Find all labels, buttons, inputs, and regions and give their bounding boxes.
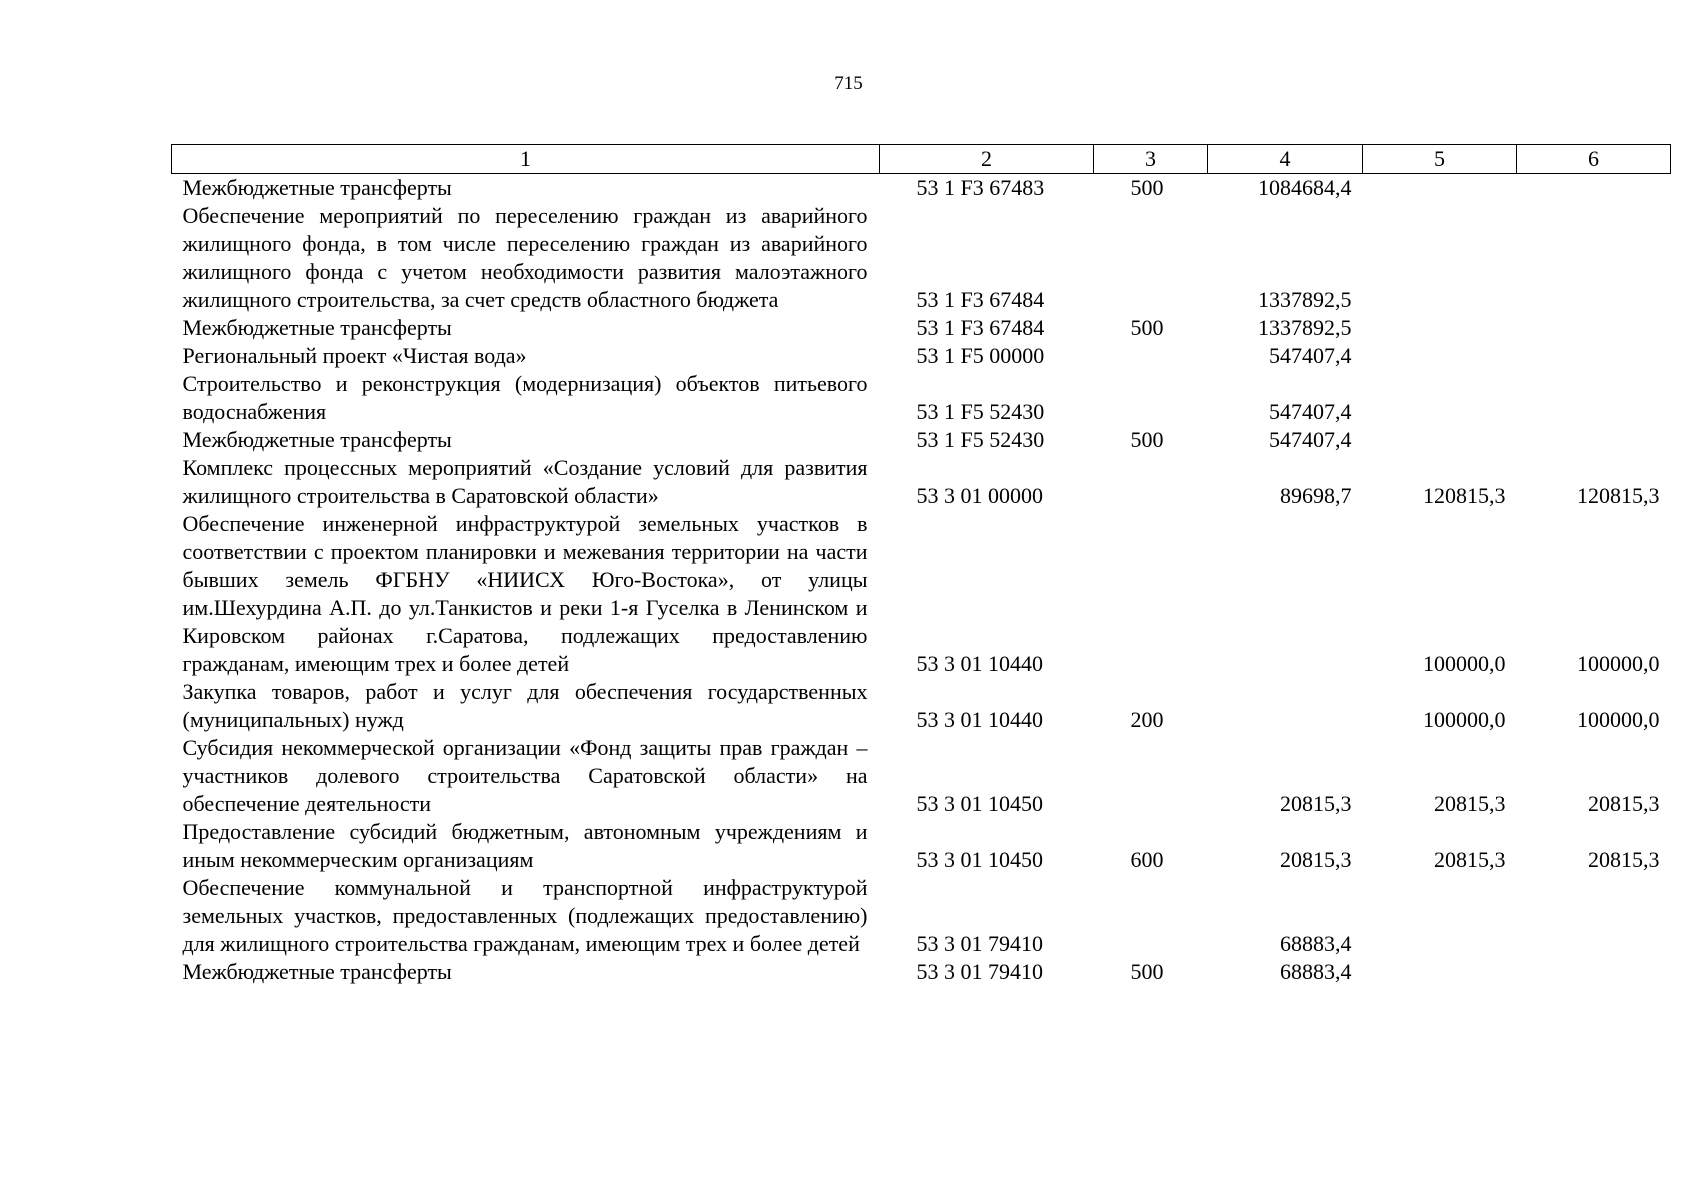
table-row xyxy=(172,314,1671,342)
row-name: Обеспечение инженерной инфраструктурой земельных участков в соответствии с проектом планировки и межевания территории на части бывших земель ФГБНУ «НИИСХ Юго-Востока», от улицы им.Шехурдина А.П. до ул.Танкистов и реки 1-я Гуселка в Ленинском и Кировском районах г.Саратова, подлежащих предоставлению гражданам, имеющим трех и более детей xyxy=(182,511,868,676)
row-code: 53 1 F5 52430 xyxy=(916,427,1045,452)
row-value-4: 547407,4 xyxy=(1269,427,1352,452)
row-name: Субсидия некоммерческой организации «Фонд защиты прав граждан – участников долевого строительства Саратовской области» на обеспечение деятельности xyxy=(182,735,868,816)
row-expense-type: 500 xyxy=(1130,315,1164,340)
row-value-4 xyxy=(1208,678,1363,734)
row-code: 53 1 F5 52430 xyxy=(916,399,1045,424)
row-expense-type: 500 xyxy=(1130,175,1164,200)
table-header xyxy=(172,145,1671,174)
table-row xyxy=(172,818,1671,874)
row-code: 53 3 01 10450 xyxy=(916,791,1043,816)
row-expense-type xyxy=(1094,510,1208,678)
row-value-6 xyxy=(1517,874,1671,958)
table-row xyxy=(172,734,1671,818)
table-row xyxy=(172,426,1671,454)
row-value-6: 20815,3 xyxy=(1588,791,1660,816)
table-body xyxy=(172,174,1671,987)
row-value-6 xyxy=(1517,426,1671,454)
row-value-4: 68883,4 xyxy=(1280,931,1352,956)
row-value-5 xyxy=(1363,174,1517,203)
table-row xyxy=(172,678,1671,734)
row-name: Региональный проект «Чистая вода» xyxy=(182,343,527,368)
row-code: 53 1 F3 67483 xyxy=(916,175,1045,200)
row-expense-type: 600 xyxy=(1130,847,1164,872)
row-value-6 xyxy=(1517,174,1671,203)
table-row xyxy=(172,370,1671,426)
header-row xyxy=(172,145,1671,174)
table-row xyxy=(172,454,1671,510)
row-code: 53 3 01 79410 xyxy=(916,959,1043,984)
row-value-4: 68883,4 xyxy=(1280,959,1352,984)
row-value-6 xyxy=(1517,958,1671,986)
row-value-5: 120815,3 xyxy=(1423,483,1506,508)
row-value-5: 20815,3 xyxy=(1434,847,1506,872)
row-code: 53 3 01 10440 xyxy=(916,707,1043,732)
row-value-6 xyxy=(1517,342,1671,370)
table-row xyxy=(172,202,1671,314)
row-value-4: 1084684,4 xyxy=(1258,175,1352,200)
row-value-4: 20815,3 xyxy=(1280,791,1352,816)
row-code: 53 3 01 10450 xyxy=(916,847,1043,872)
header-col-1: 1 xyxy=(172,145,880,174)
table-row xyxy=(172,342,1671,370)
row-expense-type xyxy=(1094,454,1208,510)
row-value-4: 1337892,5 xyxy=(1258,287,1352,312)
row-expense-type xyxy=(1094,874,1208,958)
row-value-5 xyxy=(1363,958,1517,986)
table-row xyxy=(172,958,1671,986)
header-col-3: 3 xyxy=(1094,145,1208,174)
row-value-5 xyxy=(1363,342,1517,370)
row-value-5 xyxy=(1363,202,1517,314)
row-code: 53 1 F5 00000 xyxy=(916,343,1045,368)
header-col-4: 4 xyxy=(1208,145,1363,174)
row-value-4: 547407,4 xyxy=(1269,343,1352,368)
page-number: 715 xyxy=(834,73,863,94)
header-col-2: 2 xyxy=(880,145,1094,174)
row-value-6: 120815,3 xyxy=(1577,483,1660,508)
row-expense-type: 500 xyxy=(1130,959,1164,984)
table-row xyxy=(172,874,1671,958)
row-value-6 xyxy=(1517,202,1671,314)
row-code: 53 1 F3 67484 xyxy=(916,315,1045,340)
row-value-5 xyxy=(1363,314,1517,342)
row-value-5 xyxy=(1363,874,1517,958)
row-code: 53 3 01 79410 xyxy=(916,931,1043,956)
row-value-6 xyxy=(1517,314,1671,342)
row-value-5: 100000,0 xyxy=(1423,707,1506,732)
row-name: Обеспечение коммунальной и транспортной инфраструктурой земельных участков, предоставленных (подлежащих предоставлению) для жилищного строительства гражданам, имеющим трех и более детей xyxy=(182,875,868,956)
row-code: 53 3 01 10440 xyxy=(916,651,1043,676)
row-name: Предоставление субсидий бюджетным, автономным учреждениям и иным некоммерческим организациям xyxy=(182,819,868,872)
row-name: Межбюджетные трансферты xyxy=(182,427,452,452)
row-expense-type: 500 xyxy=(1130,427,1164,452)
row-value-6: 20815,3 xyxy=(1588,847,1660,872)
row-value-4: 1337892,5 xyxy=(1258,315,1352,340)
row-expense-type: 200 xyxy=(1130,707,1164,732)
row-name: Межбюджетные трансферты xyxy=(182,959,452,984)
table-row xyxy=(172,510,1671,678)
row-value-4: 547407,4 xyxy=(1269,399,1352,424)
row-name: Межбюджетные трансферты xyxy=(182,175,452,200)
row-value-4 xyxy=(1208,510,1363,678)
row-value-4: 89698,7 xyxy=(1280,483,1352,508)
table-row xyxy=(172,174,1671,203)
row-name: Межбюджетные трансферты xyxy=(182,315,452,340)
row-name: Закупка товаров, работ и услуг для обеспечения государственных (муниципальных) нужд xyxy=(182,679,868,732)
row-code: 53 3 01 00000 xyxy=(916,483,1043,508)
row-value-6: 100000,0 xyxy=(1577,707,1660,732)
header-col-6: 6 xyxy=(1517,145,1671,174)
row-value-4: 20815,3 xyxy=(1280,847,1352,872)
row-name: Комплекс процессных мероприятий «Создание условий для развития жилищного строительства в Саратовской области» xyxy=(182,455,868,508)
row-value-5 xyxy=(1363,426,1517,454)
row-name: Обеспечение мероприятий по переселению граждан из аварийного жилищного фонда, в том числе переселению граждан из аварийного жилищного фонда с учетом необходимости развития малоэтажного жилищного строительства, за счет средств областного бюджета xyxy=(182,203,868,312)
row-value-5: 100000,0 xyxy=(1423,651,1506,676)
row-value-5: 20815,3 xyxy=(1434,791,1506,816)
row-code: 53 1 F3 67484 xyxy=(916,287,1045,312)
row-name: Строительство и реконструкция (модернизация) объектов питьевого водоснабжения xyxy=(182,371,868,424)
row-expense-type xyxy=(1094,202,1208,314)
row-value-6 xyxy=(1517,370,1671,426)
row-expense-type xyxy=(1094,734,1208,818)
row-value-6: 100000,0 xyxy=(1577,651,1660,676)
budget-table xyxy=(171,144,1671,986)
row-value-5 xyxy=(1363,370,1517,426)
row-expense-type xyxy=(1094,370,1208,426)
header-col-5: 5 xyxy=(1363,145,1517,174)
row-expense-type xyxy=(1094,342,1208,370)
